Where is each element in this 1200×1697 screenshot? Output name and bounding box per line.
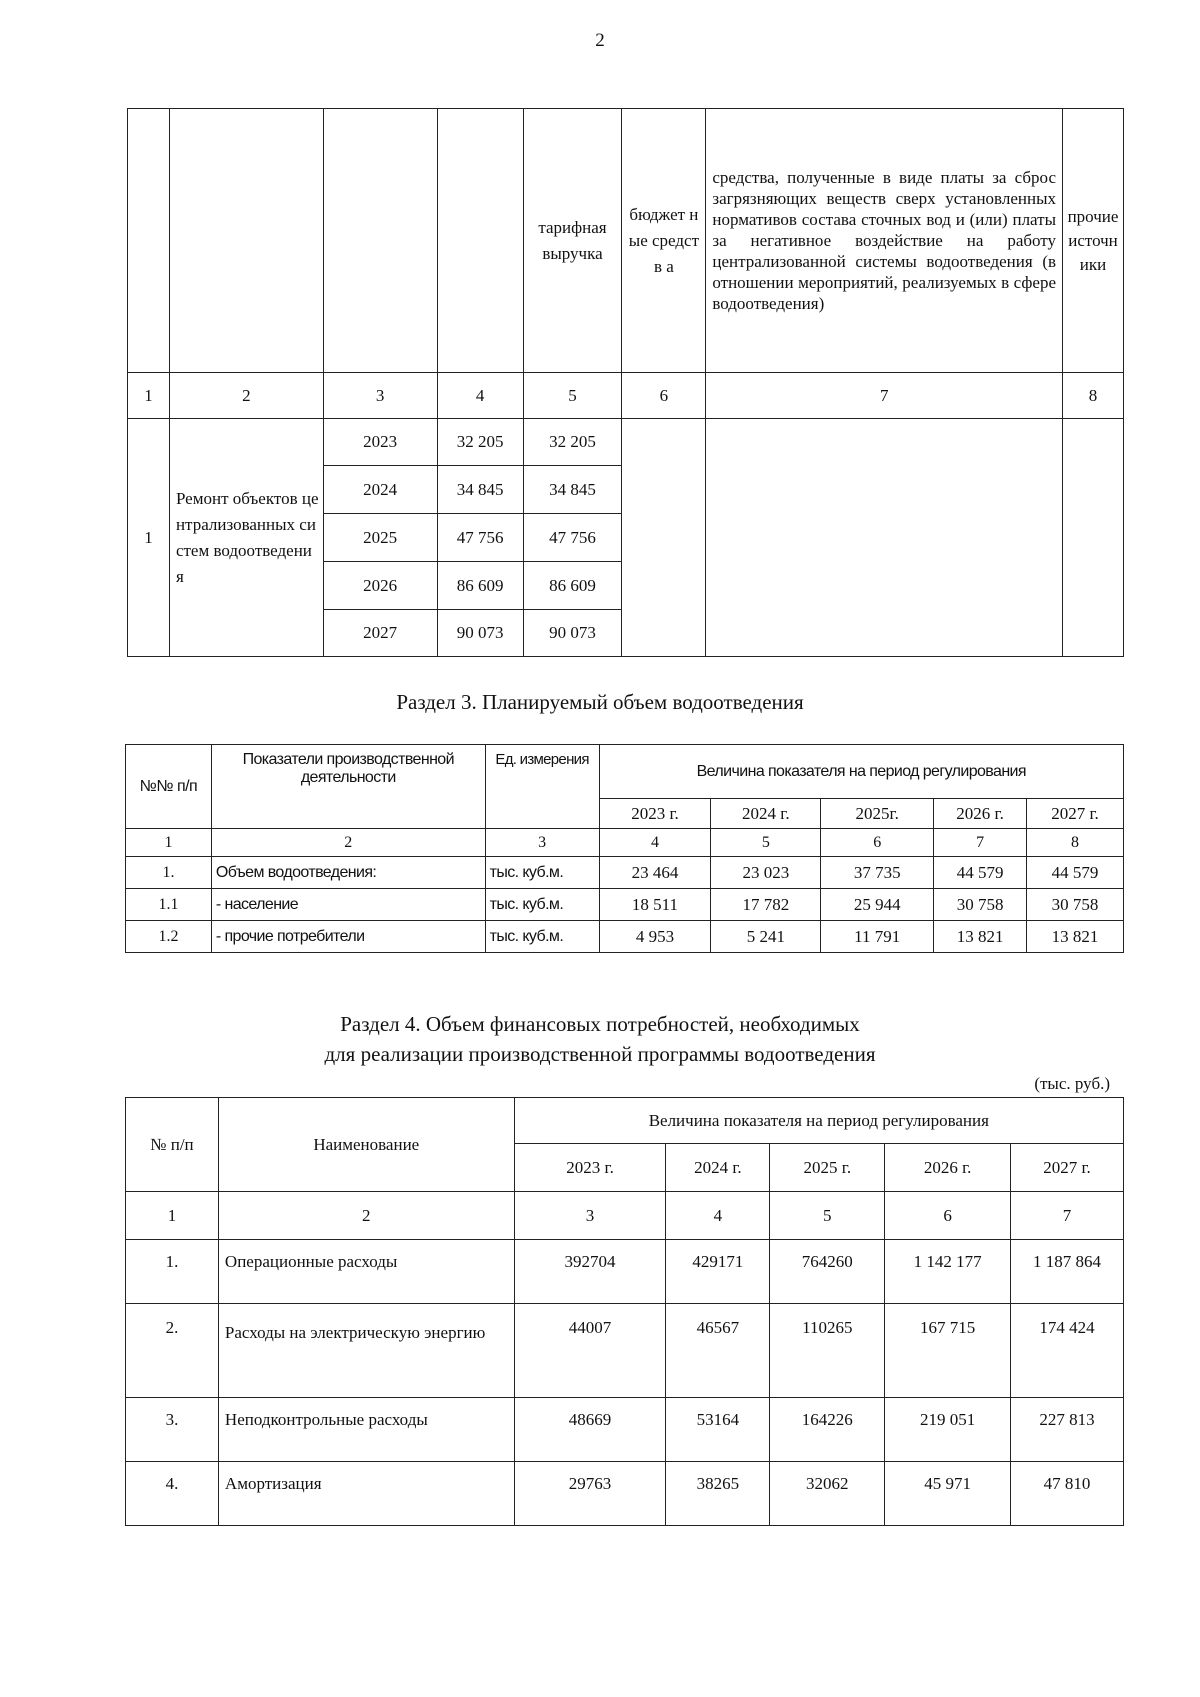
row-unit: тыс. куб.м.	[485, 857, 599, 889]
header-year: 2023 г.	[514, 1144, 666, 1192]
header-tariff-revenue: тарифная выручка	[523, 109, 622, 373]
row-unit: тыс. куб.м.	[485, 921, 599, 953]
header-unit: Ед. измерения	[485, 745, 599, 829]
col-number: 3	[514, 1192, 666, 1240]
row-value: 44007	[514, 1304, 666, 1398]
table-row	[126, 1398, 1124, 1462]
col-number: 7	[1011, 1192, 1124, 1240]
col-number: 2	[169, 373, 323, 419]
row-value: 110265	[770, 1304, 885, 1398]
col-number: 8	[1027, 829, 1124, 857]
tariff-cell: 32 205	[523, 419, 622, 466]
col-number: 7	[706, 373, 1063, 419]
row-value: 44 579	[1027, 857, 1124, 889]
row-value: 13 821	[934, 921, 1027, 953]
row-name: - население	[211, 889, 485, 921]
row-name: Неподконтрольные расходы	[218, 1398, 514, 1462]
table-financial-needs	[125, 1097, 1124, 1526]
col-number: 2	[218, 1192, 514, 1240]
row-value: 23 464	[599, 857, 711, 889]
table-row	[126, 1240, 1124, 1304]
row-num: 1.1	[126, 889, 212, 921]
col-number: 1	[126, 1192, 219, 1240]
section4-title-line1: Раздел 4. Объем финансовых потребностей, необходимых	[340, 1012, 860, 1036]
row-name: - прочие потребители	[211, 921, 485, 953]
header-period: Величина показателя на период регулирования	[514, 1098, 1123, 1144]
col-number: 5	[770, 1192, 885, 1240]
row-num: 1.2	[126, 921, 212, 953]
row-value: 38265	[666, 1462, 770, 1526]
row-number: 1	[128, 419, 170, 657]
year-cell: 2024	[323, 466, 437, 514]
row-value: 174 424	[1011, 1304, 1124, 1398]
row-name: Операционные расходы	[218, 1240, 514, 1304]
header-blank	[169, 109, 323, 373]
page-number: 2	[595, 30, 605, 51]
header-period: Величина показателя на период регулирования	[599, 745, 1123, 799]
table-wastewater-volume	[125, 744, 1124, 953]
col-number: 3	[485, 829, 599, 857]
row-value: 47 810	[1011, 1462, 1124, 1526]
year-cell: 2026	[323, 562, 437, 610]
col-number: 3	[323, 373, 437, 419]
header-other-sources: прочие источники	[1063, 109, 1124, 373]
row-value: 44 579	[934, 857, 1027, 889]
header-num: № п/п	[126, 1098, 219, 1192]
section3-title: Раздел 3. Планируемый объем водоотведения	[396, 690, 804, 714]
row-value: 764260	[770, 1240, 885, 1304]
tariff-cell: 86 609	[523, 562, 622, 610]
total-cell: 34 845	[437, 466, 523, 514]
row-value: 392704	[514, 1240, 666, 1304]
row-value: 5 241	[711, 921, 821, 953]
table-row	[126, 1462, 1124, 1526]
header-num: №№ п/п	[126, 745, 212, 829]
table-row	[126, 921, 1124, 953]
measure-name: Ремонт объектов централизованных систем водоотведения	[169, 419, 323, 657]
header-fees-funds: средства, полученные в виде платы за сброс загрязняющих веществ сверх установленных нормативов состава сточных вод и (или) платы за негативное воздействие на работу централизованной системы водоотведения (в отношении мероприятий, реализуемых в сфере водоотведения)	[706, 109, 1063, 373]
row-value: 46567	[666, 1304, 770, 1398]
row-value: 17 782	[711, 889, 821, 921]
total-cell: 86 609	[437, 562, 523, 610]
header-year: 2025г.	[821, 799, 934, 829]
tariff-cell: 34 845	[523, 466, 622, 514]
header-blank	[323, 109, 437, 373]
table-row	[126, 1304, 1124, 1398]
header-year: 2026 г.	[934, 799, 1027, 829]
row-value: 32062	[770, 1462, 885, 1526]
unit-note: (тыс. руб.)	[1034, 1074, 1110, 1093]
row-num: 1.	[126, 857, 212, 889]
header-blank	[437, 109, 523, 373]
total-cell: 47 756	[437, 514, 523, 562]
row-value: 219 051	[885, 1398, 1011, 1462]
header-year: 2023 г.	[599, 799, 711, 829]
col-number: 4	[437, 373, 523, 419]
col-number: 5	[523, 373, 622, 419]
row-value: 1 187 864	[1011, 1240, 1124, 1304]
row-value: 13 821	[1027, 921, 1124, 953]
col-number: 4	[599, 829, 711, 857]
other-cell	[1063, 419, 1124, 657]
col-number: 1	[128, 373, 170, 419]
year-cell: 2025	[323, 514, 437, 562]
row-unit: тыс. куб.м.	[485, 889, 599, 921]
row-value: 429171	[666, 1240, 770, 1304]
tariff-cell: 47 756	[523, 514, 622, 562]
row-value: 29763	[514, 1462, 666, 1526]
row-value: 25 944	[821, 889, 934, 921]
col-number: 1	[126, 829, 212, 857]
col-number: 8	[1063, 373, 1124, 419]
section4-title-line2: для реализации производственной программы водоотведения	[324, 1042, 876, 1066]
header-year: 2026 г.	[885, 1144, 1011, 1192]
header-year: 2025 г.	[770, 1144, 885, 1192]
table-row	[126, 857, 1124, 889]
header-year: 2024 г.	[666, 1144, 770, 1192]
header-year: 2027 г.	[1011, 1144, 1124, 1192]
header-indicator: Показатели производственной деятельности	[211, 745, 485, 829]
row-value: 4 953	[599, 921, 711, 953]
row-num: 2.	[126, 1304, 219, 1398]
year-cell: 2027	[323, 610, 437, 657]
table-measures-continuation	[127, 108, 1124, 657]
col-number: 6	[622, 373, 706, 419]
row-value: 30 758	[1027, 889, 1124, 921]
row-name: Объем водоотведения:	[211, 857, 485, 889]
row-name: Расходы на электрическую энергию	[218, 1304, 514, 1398]
tariff-cell: 90 073	[523, 610, 622, 657]
row-value: 11 791	[821, 921, 934, 953]
row-value: 53164	[666, 1398, 770, 1462]
row-value: 1 142 177	[885, 1240, 1011, 1304]
total-cell: 32 205	[437, 419, 523, 466]
row-name: Амортизация	[218, 1462, 514, 1526]
header-year: 2027 г.	[1027, 799, 1124, 829]
header-year: 2024 г.	[711, 799, 821, 829]
row-value: 167 715	[885, 1304, 1011, 1398]
header-name: Наименование	[218, 1098, 514, 1192]
col-number: 6	[885, 1192, 1011, 1240]
row-value: 227 813	[1011, 1398, 1124, 1462]
col-number: 4	[666, 1192, 770, 1240]
header-budget-funds: бюджет ные средств а	[622, 109, 706, 373]
row-value: 48669	[514, 1398, 666, 1462]
row-value: 37 735	[821, 857, 934, 889]
row-value: 45 971	[885, 1462, 1011, 1526]
col-number: 6	[821, 829, 934, 857]
row-value: 23 023	[711, 857, 821, 889]
row-value: 18 511	[599, 889, 711, 921]
year-cell: 2023	[323, 419, 437, 466]
col-number: 2	[211, 829, 485, 857]
row-num: 4.	[126, 1462, 219, 1526]
row-num: 3.	[126, 1398, 219, 1462]
fees-cell	[706, 419, 1063, 657]
row-value: 164226	[770, 1398, 885, 1462]
header-blank	[128, 109, 170, 373]
budget-cell	[622, 419, 706, 657]
row-num: 1.	[126, 1240, 219, 1304]
col-number: 5	[711, 829, 821, 857]
col-number: 7	[934, 829, 1027, 857]
total-cell: 90 073	[437, 610, 523, 657]
row-value: 30 758	[934, 889, 1027, 921]
table-row	[126, 889, 1124, 921]
